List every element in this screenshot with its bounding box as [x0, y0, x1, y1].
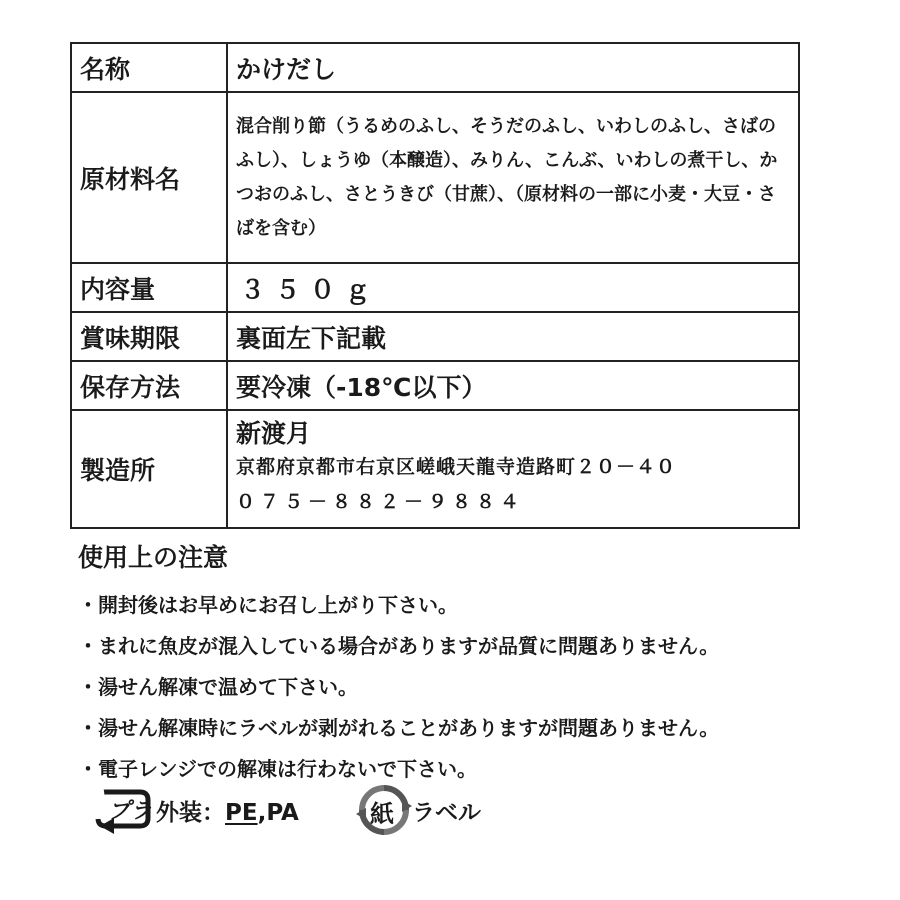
- plastic-mark-text: プラ: [108, 799, 153, 824]
- row-volume: [71, 263, 799, 312]
- value-ingredients: 混合削り節（うるめのふし、そうだのふし、いわしのふし、さばのふし）、しょうゆ（本醸造）、みりん、こんぶ、いわしの煮干し、かつおのふし、さとうきび（甘蔗）、（原材料の一部に小麦・大豆・さばを含む）: [236, 115, 778, 239]
- key-volume: 内容量: [71, 263, 227, 312]
- plastic-label: [156, 794, 299, 827]
- food-label-table: [70, 42, 800, 529]
- value-name: かけだし: [227, 43, 799, 92]
- note-item: ・まれに魚皮が混入している場合がありますが品質に問題ありません。: [78, 634, 720, 658]
- note-item: ・湯せん解凍で温めて下さい。: [78, 675, 358, 699]
- manufacturer-address: 京都府京都市右京区嵯峨天龍寺造路町２０－４０: [236, 456, 677, 478]
- key-storage: 保存方法: [71, 361, 227, 410]
- plastic-prefix: 外装：: [156, 800, 225, 826]
- row-name: [71, 43, 799, 92]
- key-best-before: 賞味期限: [71, 312, 227, 361]
- manufacturer-name: 新渡月: [236, 419, 312, 448]
- value-volume: ３５０ｇ: [240, 274, 381, 304]
- note-item: ・湯せん解凍時にラベルが剥がれることがありますが問題ありません。: [78, 716, 720, 740]
- key-ingredients: 原材料名: [71, 92, 227, 263]
- key-manufacturer: 製造所: [71, 410, 227, 528]
- recycle-marks: [92, 782, 572, 838]
- row-best-before: [71, 312, 799, 361]
- plastic-material-pe: PE: [225, 800, 258, 826]
- plastic-material-pa: ,PA: [257, 800, 299, 826]
- value-storage: 要冷凍（-18℃以下）: [227, 361, 799, 410]
- row-storage: [71, 361, 799, 410]
- value-best-before: 裏面左下記載: [227, 312, 799, 361]
- notes-list: [78, 585, 719, 790]
- manufacturer-tel: ０７５－８８２－９８８４: [236, 491, 525, 513]
- note-item: ・開封後はお早めにお召し上がり下さい。: [78, 593, 458, 617]
- notes-title: 使用上の注意: [78, 543, 229, 572]
- row-ingredients: [71, 92, 799, 263]
- key-name: 名称: [71, 43, 227, 92]
- paper-mark-text: 紙: [370, 800, 394, 828]
- row-manufacturer: [71, 410, 799, 528]
- paper-label: ラベル: [412, 800, 481, 826]
- note-item: ・電子レンジでの解凍は行わないで下さい。: [78, 757, 477, 781]
